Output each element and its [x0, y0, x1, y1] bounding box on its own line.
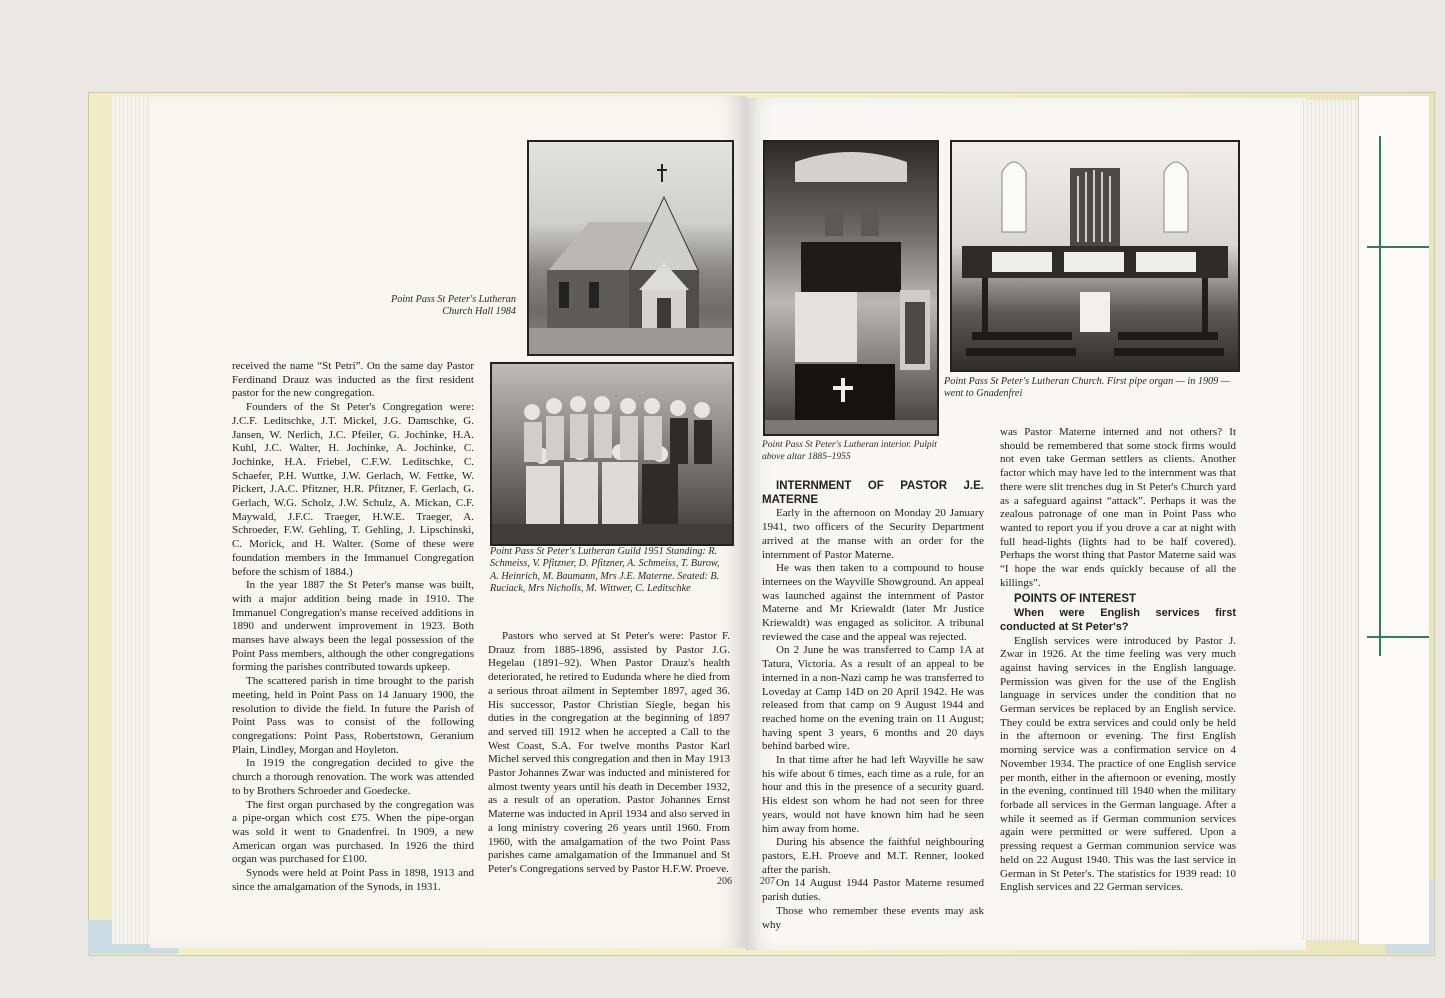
church-hall-caption: Point Pass St Peter's Lutheran Church Hall 1984 [391, 294, 516, 318]
paragraph: In the year 1887 the St Peter's manse was built, with a major addition being made in 1910. The Immanuel Congregation's manse received additions in 1890 and underwent improvement in 1923. Both manses have always been the legal possession of the Point Pass members, although the other congregations forming the parishes contributed towards upkeep. [232, 579, 474, 674]
paragraph: In that time after he had left Wayville he saw his wife about 6 times, each time as a rule, for an hour and this in the presence of a security guard. His eldest son whom he had not seen for three years, would not have known him had he seen him away from home. [762, 754, 984, 835]
page-number-left: 206 [717, 876, 732, 887]
paragraph: received the name “St Petri”. On the same day Pastor Ferdinand Drauz was inducted as the first resident pastor for the new congregation. [232, 360, 474, 400]
paragraph: Synods were held at Point Pass in 1898, 1913 and since the amalgamation of the Synods, in 1931. [232, 867, 474, 893]
paragraph: He was then taken to a compound to house internees on the Wayville Showground. An appeal was launched against the internment of Pastor Materne and Mr Kriewaldt (later Mr Justice Kriewaldt) was engaged as solicitor. A tribunal reviewed the case and the appeal was rejected. [762, 562, 984, 643]
interior-caption: Point Pass St Peter's Lutheran interior. Pulpit above altar 1885–1955 [762, 440, 937, 462]
organ-caption: Point Pass St Peter's Lutheran Church. First pipe organ — in 1909 — went to Gnadenfrei [944, 376, 1230, 400]
church-hall-illustration [529, 142, 732, 354]
paragraph: In 1919 the congregation decided to give the church a thorough renovation. The work was attended to by Brothers Schroeder and Goedecke. [232, 757, 474, 797]
page-stack-left [112, 96, 152, 944]
left-page-column-1 [232, 360, 474, 894]
paragraph: The scattered parish in time brought to the parish meeting, held in Point Pass on 14 January 1900, the resolution to divide the field. In future the Parish of Point Pass was to consist of the following congregations: Point Pass, Robertstown, Geranium Plain, Lindley, Morgan and Hoyleton. [232, 675, 474, 756]
paragraph: Early in the afternoon on Monday 20 January 1941, two officers of the Security Department arrived at the manse with an order for the internment of Pastor Materne. [762, 507, 984, 561]
paragraph: was Pastor Materne interned and not others? It should be remembered that some stock firms would not even take German settlers as clients. Another factor which may have led to the internment was that there were slit trenches dug in St Peter's Church yard as a safeguard against “attack”. Perhaps it was the zealous patronage of one man in Point Pass who wanted to report you if you drove a car at night with full head-lights (lights had to be half covered). Perhaps the worst thing that Pastor Materne said was “I hope the war ends quickly because of all the killings”. [1000, 426, 1236, 589]
paragraph: On 2 June he was transferred to Camp 1A at Tatura, Victoria. As a result of an appeal to be interned in a non-Nazi camp he was transferred to Loveday at Camp 14D on 20 April 1942. He was released from that camp on 9 August 1944 and reached home on the evening train on 11 August; having spent 3 years, 6 months and 20 days behind barbed wire. [762, 644, 984, 753]
guild-caption: Point Pass St Peter's Lutheran Guild 1951 Standing: R. Schmeiss, V. Pfitzner, D. Pfitzner, A. Schmeiss, T. Burow, A. Heinrich, M. Baumann, Mrs J.E. Materne. Seated: B. Ruciack, Mrs Nicholls, M. Wittwer, C. Leditschke [490, 546, 720, 595]
paragraph: Pastors who served at St Peter's were: Pastor F. Drauz from 1885-1896, assisted by Pastor J.G. Hegelau (1891–92). When Pastor Drauz's health deteriorated, he retired to Eudunda where he died from a serious throat ailment in September 1897, aged 36. His successor, Pastor Christian Siegle, began his duties in the congregation at the beginning of 1897 and served till 1912 when he accepted a Call to the West Coast, S.A. For twelve months Pastor Karl Michel served this congregation and then in May 1913 Pastor Johannes Zwar was inducted and ministered for almost twenty years until his death in December 1932, as a result of an operation. Pastor Johannes Ernst Materne was inducted in April 1934 and also served in a long ministry covering 26 years until 1960. From 1960, with the amalgamation of the two Point Pass parishes came amalgamation of the Immanuel and St Peter's Congregations served by Pastor H.F.W. Proeve. [488, 630, 730, 875]
loose-insert-card [1358, 96, 1429, 944]
paragraph: English services were introduced by Pastor J. Zwar in 1926. At the time feeling was very much against having services in the English language. Permission was given for the use of the English language in services under the condition that no German services be replaced by an English service. They could be extra services and could only be held in the afternoon or evening. The first English morning service was a confirmation service on 4 November 1934. The practice of one English service per month, either in the afternoon or evening, mostly in the evening, continued till 1940 when the military forbade all services in the German language. After a while it seemed as if German communion services again were permitted or were suffered. Upon a pressing request a German communion service was held on 22 August 1940. This was the last service in German in St Peter's. The statistics for 1939 read: 10 English services and 22 German services. [1000, 634, 1236, 894]
guild-group-photo [490, 362, 734, 546]
right-page-column-1 [762, 480, 984, 932]
paragraph: Founders of the St Peter's Congregation were: J.C.F. Leditschke, J.T. Mickel, J.G. Damschke, G. Jansen, W. Nerlich, J.C. Pfeiler, G. Jochinke, H.A. Kuhl, J.C. Walter, H. Jochinke, A. Jochinke, C. Jochinke, H.A. Friebel, C.F.W. Leditschke, C. Schaefer, P.H. Wuttke, J.W. Gerlach, W. Fettke, W. Pickert, J.A.C. Pfitzner, H.R. Pfitzner, F. Gerlach, G. Gerlach, W.G. Scholz, J.W. Schulz, A. Mickan, C.F. Maywald, J.F.C. Traeger, H.W.E. Traeger, A. Schroeder, F.W. Gehling, T. Gehling, J. Lipschinski, C. Morick, and H. Walter. (Some of these were foundation members in the Immanuel Congregation before the schism of 1884.) [232, 401, 474, 578]
right-page-column-2 [1000, 426, 1236, 895]
interior-pulpit-photo [763, 140, 939, 436]
question-heading: When were English services first conducted at St Peter's? [1000, 607, 1236, 633]
church-hall-photo [527, 140, 734, 356]
paragraph: The first organ purchased by the congregation was a pipe-organ which cost £75. When the pipe-organ was sold it went to Gnadenfrei. In 1909, a new American organ was purchased. In 1926 the third organ was purchased for £100. [232, 798, 474, 866]
pulpit-altar-illustration [765, 142, 937, 434]
paragraph: During his absence the faithful neighbouring pastors, E.H. Proeve and M.T. Renner, looked after the parish. [762, 836, 984, 876]
points-of-interest-heading: POINTS OF INTEREST [1014, 593, 1137, 606]
paragraph: On 14 August 1944 Pastor Materne resumed parish duties. [762, 877, 984, 904]
left-page-column-2 [488, 630, 730, 877]
organ-gallery-illustration [952, 142, 1238, 370]
page-number-right: 207 [760, 876, 775, 887]
paragraph: Those who remember these events may ask why [762, 904, 984, 931]
page-stack-right [1300, 100, 1362, 940]
guild-group-illustration [492, 364, 732, 544]
pipe-organ-photo [950, 140, 1240, 372]
internment-heading: INTERNMENT OF PASTOR J.E. MATERNE [762, 480, 984, 506]
